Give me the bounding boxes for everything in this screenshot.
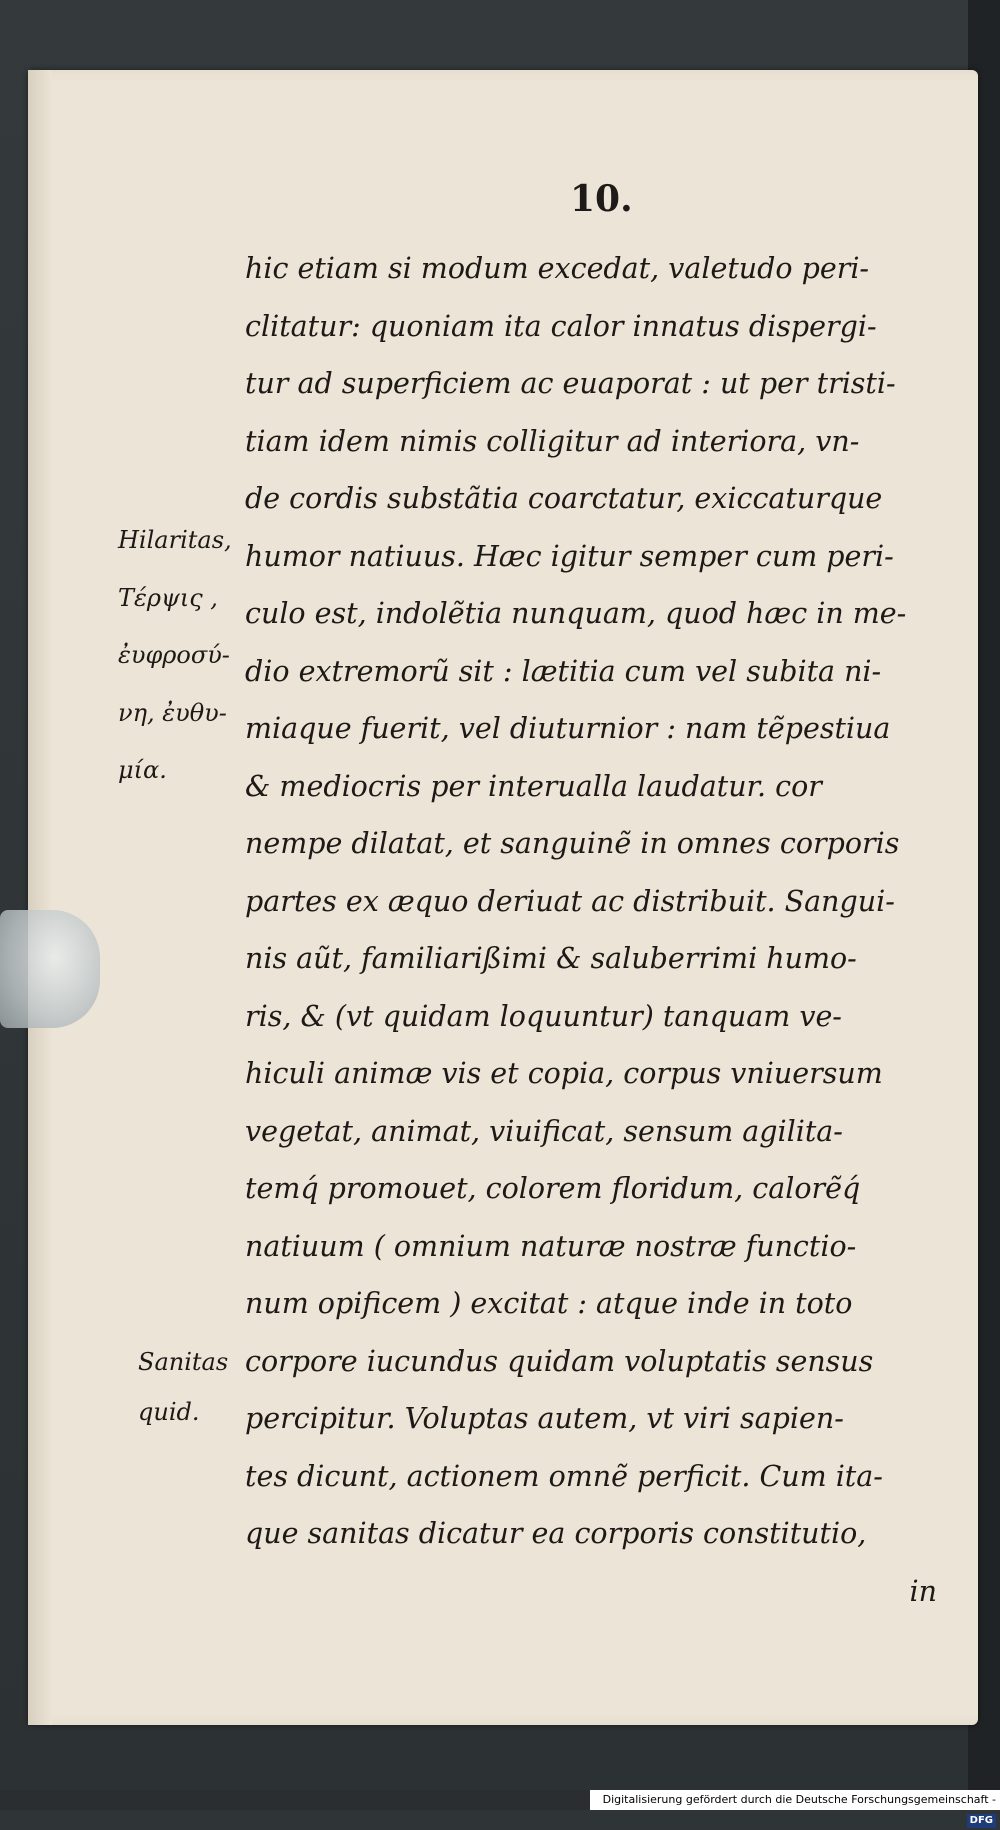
text-line: de cordis substãtia coarctatur, exiccaturque — [245, 482, 883, 515]
text-line: ris, & (vt quidam loquuntur) tanquam ve- — [245, 999, 842, 1033]
margin-note-hilaritas — [118, 512, 232, 800]
text-line: hic etiam si modum excedat, valetudo peri- — [245, 252, 870, 285]
margin-line: Τέρψις , — [118, 583, 218, 612]
margin-line: Sanitas — [138, 1348, 229, 1376]
footer-text: Digitalisierung gefördert durch die Deutsche Forschungsgemeinschaft - — [602, 1793, 996, 1806]
text-line: vegetat, animat, viuificat, sensum agilita- — [245, 1114, 843, 1148]
text-line: temq́ promouet, colorem floridum, calorẽq́ — [245, 1172, 861, 1205]
text-line: culo est, indolẽtia nunquam, quod hæc in me- — [245, 597, 907, 630]
margin-line: ἐυφροσύ- — [118, 641, 230, 669]
text-line: percipitur. Voluptas autem, vt viri sapien- — [245, 1402, 844, 1435]
page-clip — [0, 910, 100, 1028]
text-line: humor natiuus. Hæc igitur semper cum peri- — [245, 539, 894, 573]
text-line: dio extremorũ sit : lætitia cum vel subita ni- — [245, 654, 882, 688]
page-number: 10. — [570, 178, 633, 220]
body-text — [245, 240, 957, 1620]
digitization-footer — [590, 1790, 1000, 1826]
margin-line: νη, ἐυθυ- — [118, 698, 227, 727]
margin-line: μία. — [118, 756, 167, 784]
text-line: clitatur: quoniam ita calor innatus dispergi- — [245, 309, 877, 343]
text-line: corpore iucundus quidam voluptatis sensus — [245, 1344, 874, 1378]
scan-bottom-edge — [0, 1790, 590, 1810]
text-line: natiuum ( omnium naturæ nostræ functio- — [245, 1229, 857, 1263]
margin-note-sanitas — [138, 1337, 228, 1437]
page-gutter — [28, 70, 52, 1725]
text-line: tiam idem nimis colligitur ad interiora, vn- — [245, 424, 860, 458]
text-line: num opificem ) excitat : atque inde in toto — [245, 1287, 853, 1320]
text-line: nempe dilatat, et sanguinẽ in omnes corporis — [245, 827, 900, 860]
text-line: hiculi animæ vis et copia, corpus vniuersum — [245, 1057, 883, 1090]
text-line: miaque fuerit, vel diuturnior : nam tẽpestiua — [245, 712, 891, 745]
margin-line: Hilaritas, — [118, 526, 232, 554]
text-line: in — [909, 1574, 937, 1608]
text-line: que sanitas dicatur ea corporis constitutio, — [245, 1517, 867, 1550]
text-line: nis aũt, familiarißimi & saluberrimi humo- — [245, 942, 857, 975]
dfg-logo-icon: DFG — [967, 1814, 996, 1828]
margin-line: quid. — [138, 1398, 200, 1426]
text-line: tes dicunt, actionem omnẽ perficit. Cum ita- — [245, 1459, 883, 1493]
text-line: partes ex æquo deriuat ac distribuit. Sangui- — [245, 884, 895, 918]
text-line: & mediocris per interualla laudatur. cor — [245, 769, 822, 803]
text-line: tur ad superficiem ac euaporat : ut per tristi- — [245, 367, 896, 400]
